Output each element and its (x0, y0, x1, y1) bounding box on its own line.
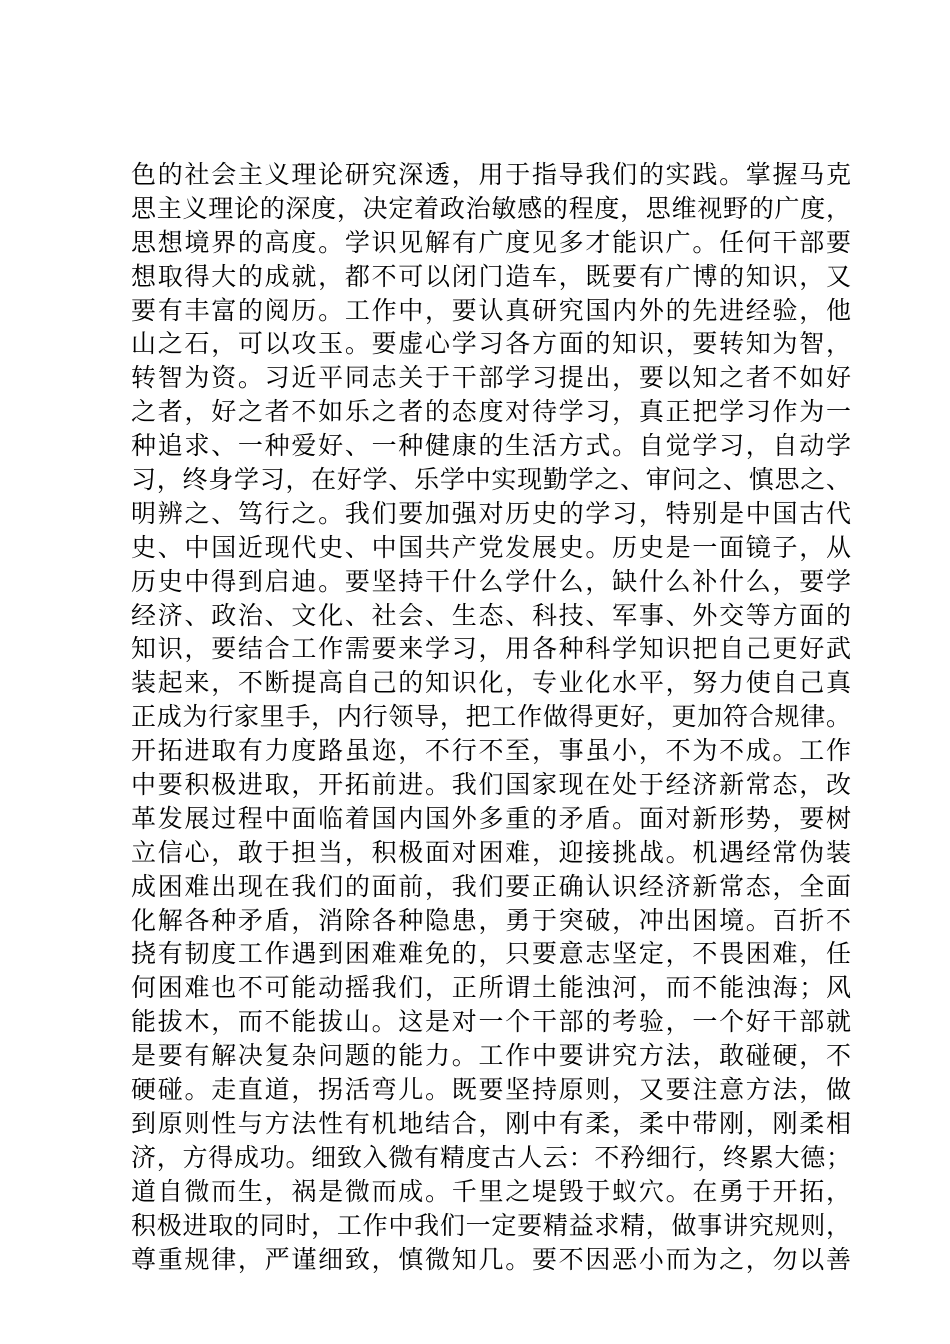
text-line: 能拔木，而不能拔山。这是对一个干部的考验，一个好干部就 (131, 1007, 851, 1037)
text-line: 知识，要结合工作需要来学习，用各种科学知识把自己更好武 (131, 634, 851, 664)
text-line: 开拓进取有力度路虽迩，不行不至，事虽小，不为不成。工作 (131, 736, 851, 766)
text-line: 挠有韧度工作遇到困难难免的，只要意志坚定，不畏困难，任 (131, 939, 851, 969)
text-line: 立信心，敢于担当，积极面对困难，迎接挑战。机遇经常伪装 (131, 837, 851, 867)
text-line: 经济、政治、文化、社会、生态、科技、军事、外交等方面的 (131, 600, 851, 630)
text-line: 硬碰。走直道，拐活弯儿。既要坚持原则，又要注意方法，做 (131, 1075, 851, 1105)
text-line: 山之石，可以攻玉。要虚心学习各方面的知识，要转知为智， (131, 329, 851, 359)
text-line: 装起来，不断提高自己的知识化，专业化水平，努力使自己真 (131, 668, 851, 698)
text-line: 之者，好之者不如乐之者的态度对待学习，真正把学习作为一 (131, 397, 851, 427)
text-line: 是要有解决复杂问题的能力。工作中要讲究方法，敢碰硬，不 (131, 1041, 851, 1071)
text-line: 成困难出现在我们的面前，我们要正确认识经济新常态，全面 (131, 871, 851, 901)
text-line: 何困难也不可能动摇我们，正所谓土能浊河，而不能浊海；风 (131, 973, 851, 1003)
text-line: 色的社会主义理论研究深透，用于指导我们的实践。掌握马克 (131, 160, 851, 189)
text-line: 想取得大的成就，都不可以闭门造车，既要有广博的知识，又 (131, 261, 851, 291)
text-line: 中要积极进取，开拓前进。我们国家现在处于经济新常态，改 (131, 770, 851, 800)
text-line: 思主义理论的深度，决定着政治敏感的程度，思维视野的广度， (131, 193, 851, 223)
text-line: 明辨之、笃行之。我们要加强对历史的学习，特别是中国古代 (131, 498, 851, 528)
text-line: 正成为行家里手，内行领导，把工作做得更好，更加符合规律。 (131, 702, 851, 732)
body-text (131, 158, 851, 1276)
text-line: 要有丰富的阅历。工作中，要认真研究国内外的先进经验，他 (131, 295, 851, 325)
text-line: 革发展过程中面临着国内国外多重的矛盾。面对新形势，要树 (131, 803, 851, 833)
text-line: 种追求、一种爱好、一种健康的生活方式。自觉学习，自动学 (131, 431, 851, 461)
text-line: 积极进取的同时，工作中我们一定要精益求精，做事讲究规则， (131, 1210, 851, 1240)
text-line: 习，终身学习，在好学、乐学中实现勤学之、审问之、慎思之、 (131, 465, 851, 495)
text-line: 思想境界的高度。学识见解有广度见多才能识广。任何干部要 (131, 227, 851, 257)
text-line: 化解各种矛盾，消除各种隐患，勇于突破，冲出困境。百折不 (131, 905, 851, 935)
text-line: 历史中得到启迪。要坚持干什么学什么，缺什么补什么，要学 (131, 566, 851, 596)
text-line: 到原则性与方法性有机地结合，刚中有柔，柔中带刚，刚柔相 (131, 1108, 851, 1138)
text-line: 尊重规律，严谨细致，慎微知几。要不因恶小而为之，勿以善 (131, 1244, 851, 1274)
text-line: 转智为资。习近平同志关于干部学习提出，要以知之者不如好 (131, 363, 851, 393)
text-line: 史、中国近现代史、中国共产党发展史。历史是一面镜子，从 (131, 532, 851, 562)
text-line: 济，方得成功。细致入微有精度古人云：不矜细行，终累大德； (131, 1142, 851, 1172)
text-line: 道自微而生，祸是微而成。千里之堤毁于蚁穴。在勇于开拓， (131, 1176, 851, 1206)
